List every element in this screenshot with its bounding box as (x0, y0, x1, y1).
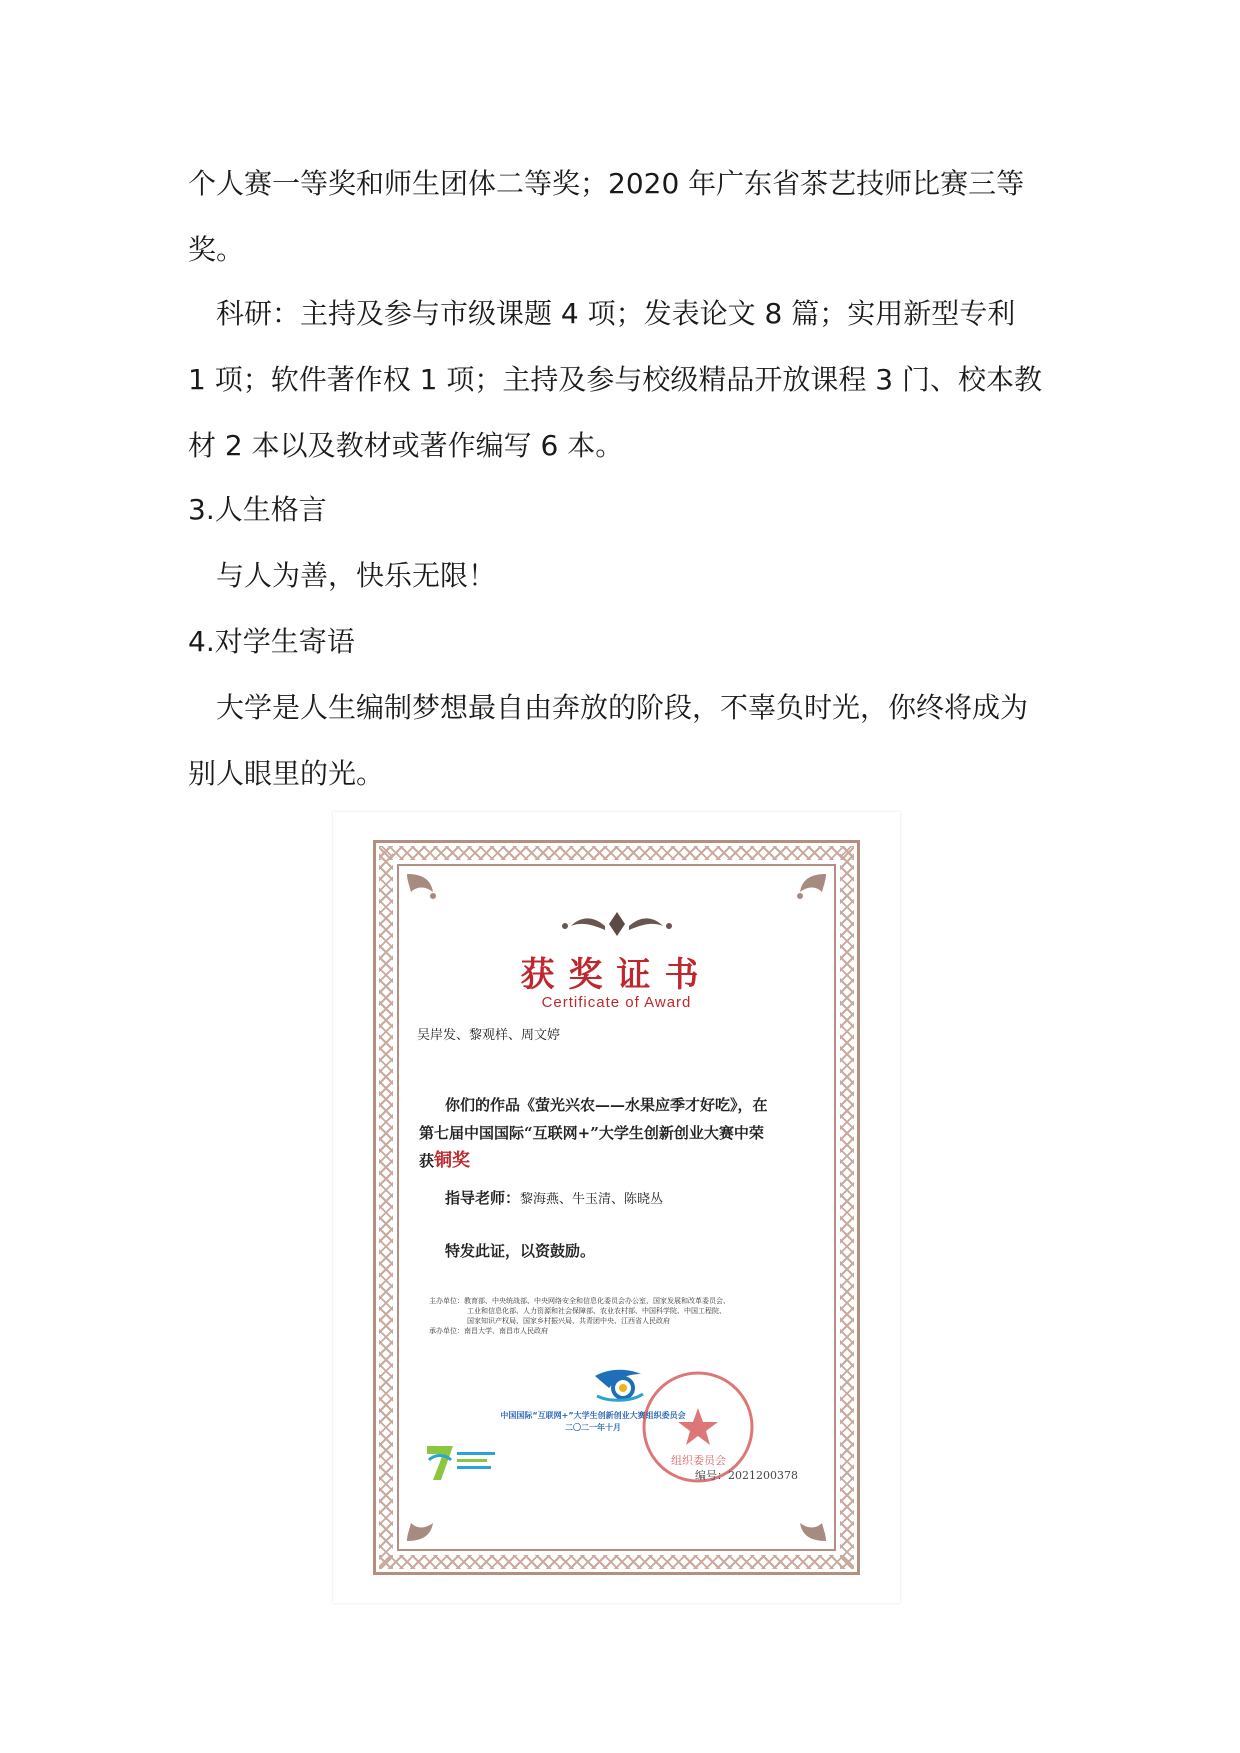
text-line: 4.对学生寄语 (188, 625, 355, 658)
text-line: 材 2 本以及教材或著作编写 6 本。 (188, 429, 624, 462)
certificate-body-line: 第七届中国国际“互联网+”大学生创新创业大赛中荣 (419, 1124, 764, 1142)
top-center-ornament-icon (551, 908, 683, 940)
frame-pattern-bottom (379, 1555, 854, 1569)
corner-ornament-icon (786, 870, 830, 910)
corner-ornament-icon (786, 1505, 830, 1545)
number-value: 2021200378 (728, 1469, 798, 1482)
certificate-title: 获奖证书 (520, 955, 713, 995)
host-label: 主办单位： (429, 1297, 464, 1305)
organizer-line: 中国国际“互联网+”大学生创新创业大赛组织委员会 (500, 1411, 686, 1420)
text-line: 个人赛一等奖和师生团体二等奖；2020 年广东省茶艺技师比赛三等 (188, 167, 1025, 200)
advisors-names: 黎海燕、牛玉清、陈晓丛 (520, 1192, 664, 1207)
number-label: 编号： (695, 1469, 728, 1482)
heading-motto (188, 477, 1058, 543)
host-line: 工业和信息化部、人力资源和社会保障部、农业农村部、中国科学院、中国工程院、 (467, 1307, 726, 1315)
paragraph-awards (188, 151, 1058, 283)
certificate-subtitle: Certificate of Award (541, 994, 692, 1011)
host-line: 国家知识产权局、国家乡村振兴局、共青团中央、江西省人民政府 (467, 1317, 670, 1325)
text-line: 别人眼里的光。 (188, 757, 385, 790)
co-label: 承办单位： (429, 1327, 464, 1335)
certificate-number (695, 1467, 798, 1483)
text-line: 1 项；软件著作权 1 项；主持及参与校级精品开放课程 3 门、校本教 (188, 363, 1042, 396)
award-prefix: 获 (419, 1152, 435, 1170)
corner-ornament-icon (403, 870, 447, 910)
frame-pattern-top (379, 846, 854, 860)
text-line: 大学是人生编制梦想最自由奔放的阶段，不辜负时光，你终将成为 (188, 691, 1029, 724)
text-line: 与人为善，快乐无限！ (188, 559, 497, 592)
text-line: 奖。 (188, 233, 245, 266)
seventh-edition-logo-icon (423, 1440, 499, 1484)
closing-line: 特发此证，以资鼓励。 (445, 1242, 596, 1260)
certificate-body-line (419, 1146, 470, 1172)
text-line: 科研：主持及参与市级课题 4 项；发表论文 8 篇；实用新型专利 (188, 297, 1016, 330)
award-certificate-image (333, 812, 900, 1603)
heading-message (188, 609, 1058, 675)
issue-date: 二〇二一年十月 (565, 1423, 621, 1432)
host-line: 教育部、中央统战部、中央网络安全和信息化委员会办公室、国家发展和改革委员会、 (464, 1297, 730, 1305)
paragraph-research (188, 281, 1058, 479)
award-level: 铜奖 (434, 1150, 471, 1171)
text-line: 3.人生格言 (188, 493, 327, 526)
paragraph-motto (188, 543, 1058, 609)
co-line: 南昌大学、南昌市人民政府 (464, 1327, 548, 1335)
seal-label: 组织委员会 (671, 1454, 726, 1467)
recipients: 吴岸发、黎观样、周文婷 (417, 1028, 561, 1043)
corner-ornament-icon (403, 1505, 447, 1545)
paragraph-message (188, 675, 1058, 807)
advisors-label: 指导老师： (445, 1189, 521, 1207)
advisors-line (445, 1187, 663, 1208)
certificate-body-line: 你们的作品《萤光兴农——水果应季才好吃》，在 (445, 1096, 768, 1114)
host-units (429, 1296, 730, 1336)
